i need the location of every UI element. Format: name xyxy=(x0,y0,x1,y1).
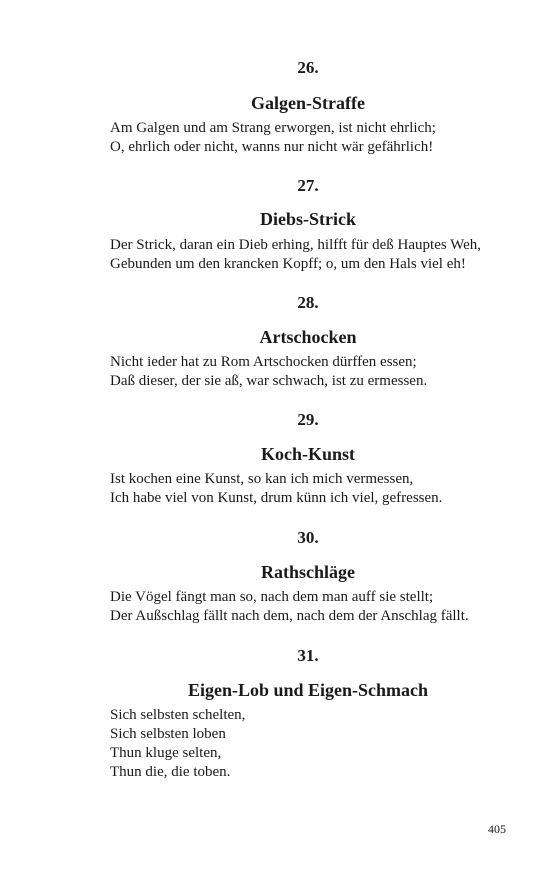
poem-line: Daß dieser, der sie aß, war schwach, ist zu ermessen. xyxy=(110,373,428,389)
poem-lines xyxy=(110,706,520,782)
page-number: 405 xyxy=(488,822,506,836)
poem-line: Am Galgen und am Strang erworgen, ist nicht ehrlich; xyxy=(110,120,436,136)
poem-lines xyxy=(110,588,520,626)
poem-title: Galgen-Straffe xyxy=(251,93,365,113)
poem-line: Sich selbsten loben xyxy=(110,726,226,742)
poem-line: Nicht ieder hat zu Rom Artschocken dürffen essen; xyxy=(110,354,417,370)
poem-number: 31. xyxy=(297,646,319,665)
poem-number: 26. xyxy=(297,58,319,77)
poem-line: Der Außschlag fällt nach dem, nach dem der Anschlag fällt. xyxy=(110,608,469,624)
poem-line: Thun kluge selten, xyxy=(110,745,222,761)
poem-title: Diebs-Strick xyxy=(260,209,356,229)
poem-number: 28. xyxy=(297,293,319,312)
poem-line: Die Vögel fängt man so, nach dem man auff sie stellt; xyxy=(110,589,434,605)
poem-lines xyxy=(110,119,520,157)
poem-lines xyxy=(110,470,520,508)
poem-line: Der Strick, daran ein Dieb erhing, hilfft für deß Hauptes Weh, xyxy=(110,237,482,253)
poem-line: Gebunden um den krancken Kopff; o, um den Hals viel eh! xyxy=(110,256,466,272)
poem-lines xyxy=(110,236,520,274)
poem-lines xyxy=(110,353,520,391)
poem-line: Ist kochen eine Kunst, so kan ich mich vermessen, xyxy=(110,471,414,487)
poem-title: Rathschläge xyxy=(261,562,355,582)
poem-number: 29. xyxy=(297,410,319,429)
poem-title: Artschocken xyxy=(259,327,357,347)
poem-title: Eigen-Lob und Eigen-Schmach xyxy=(187,680,429,700)
poem-line: Ich habe viel von Kunst, drum künn ich viel, gefressen. xyxy=(110,490,443,506)
poem-line: O, ehrlich oder nicht, wanns nur nicht wär gefährlich! xyxy=(110,139,434,155)
poem-line: Thun die, die toben. xyxy=(110,764,231,780)
poem-line: Sich selbsten schelten, xyxy=(110,707,246,723)
poem-number: 27. xyxy=(297,176,319,195)
poem-title: Koch-Kunst xyxy=(260,444,356,464)
poem-number: 30. xyxy=(297,528,319,547)
